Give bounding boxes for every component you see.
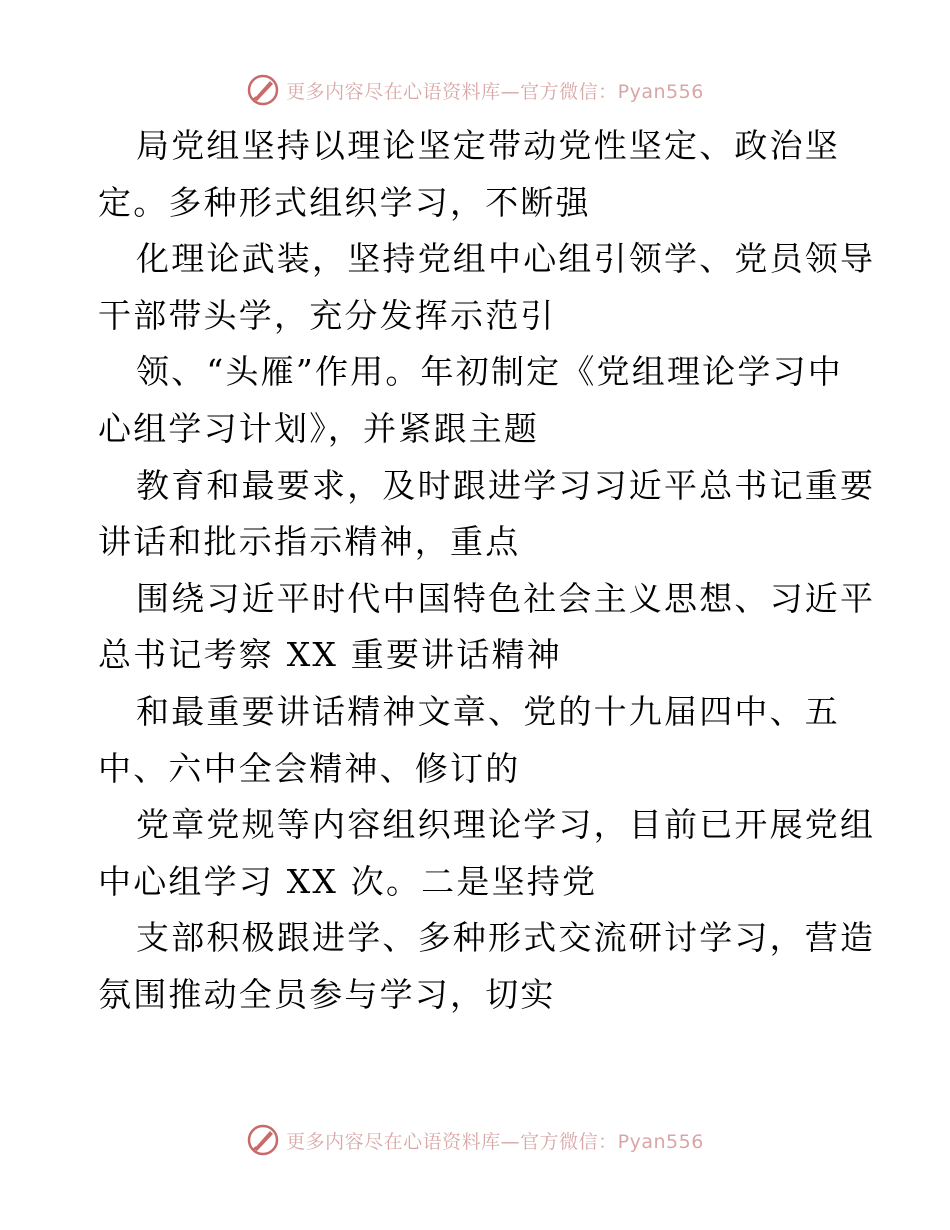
paragraph-1-line-1: 局党组坚持以理论坚定带动党性坚定、政治坚 [136, 126, 840, 165]
paragraph-7-line-1: 党章党规等内容组织理论学习，目前已开展党组 [136, 805, 876, 845]
footer-watermark [0, 1120, 950, 1160]
paragraph-8-line-2: 氛围推动全员参与学习，切实 [98, 974, 556, 1014]
quill-logo-icon [246, 1123, 280, 1157]
paragraph-4-line-1: 教育和最要求，及时跟进学习习近平总书记重要 [136, 465, 876, 505]
header-watermark [0, 70, 950, 110]
paragraph-5-line-2: 总书记考察 XX 重要讲话精神 [98, 635, 562, 675]
paragraph-2-line-1: 化理论武装，坚持党组中心组引领学、党员领导 [136, 239, 876, 279]
document-body [98, 118, 876, 1024]
paragraph-4-line-2: 讲话和批示指示精神，重点 [98, 522, 521, 562]
paragraph-6-line-2: 中、六中全会精神、修订的 [98, 748, 521, 788]
quill-logo-icon [246, 73, 280, 107]
paragraph-5-line-1: 围绕习近平时代中国特色社会主义思想、习近平 [136, 578, 876, 618]
paragraph-6-line-1: 和最重要讲话精神文章、党的十九届四中、五 [136, 691, 840, 731]
footer-watermark-text: 更多内容尽在心语资料库—官方微信：Pyan556 [286, 1130, 704, 1153]
paragraph-7-line-2: 中心组学习 XX 次。二是坚持党 [98, 861, 598, 901]
paragraph-1-line-2: 定。多种形式组织学习，不断强 [98, 182, 591, 222]
header-watermark-text: 更多内容尽在心语资料库—官方微信：Pyan556 [286, 80, 704, 103]
paragraph-3-line-1: 领、“头雁”作用。年初制定《党组理论学习中 [136, 352, 843, 392]
paragraph-3-line-2: 心组学习计划》，并紧跟主题 [98, 408, 540, 448]
paragraph-8-line-1: 支部积极跟进学、多种形式交流研讨学习，营造 [136, 918, 876, 958]
paragraph-2-line-2: 干部带头学，充分发挥示范引 [98, 295, 556, 335]
